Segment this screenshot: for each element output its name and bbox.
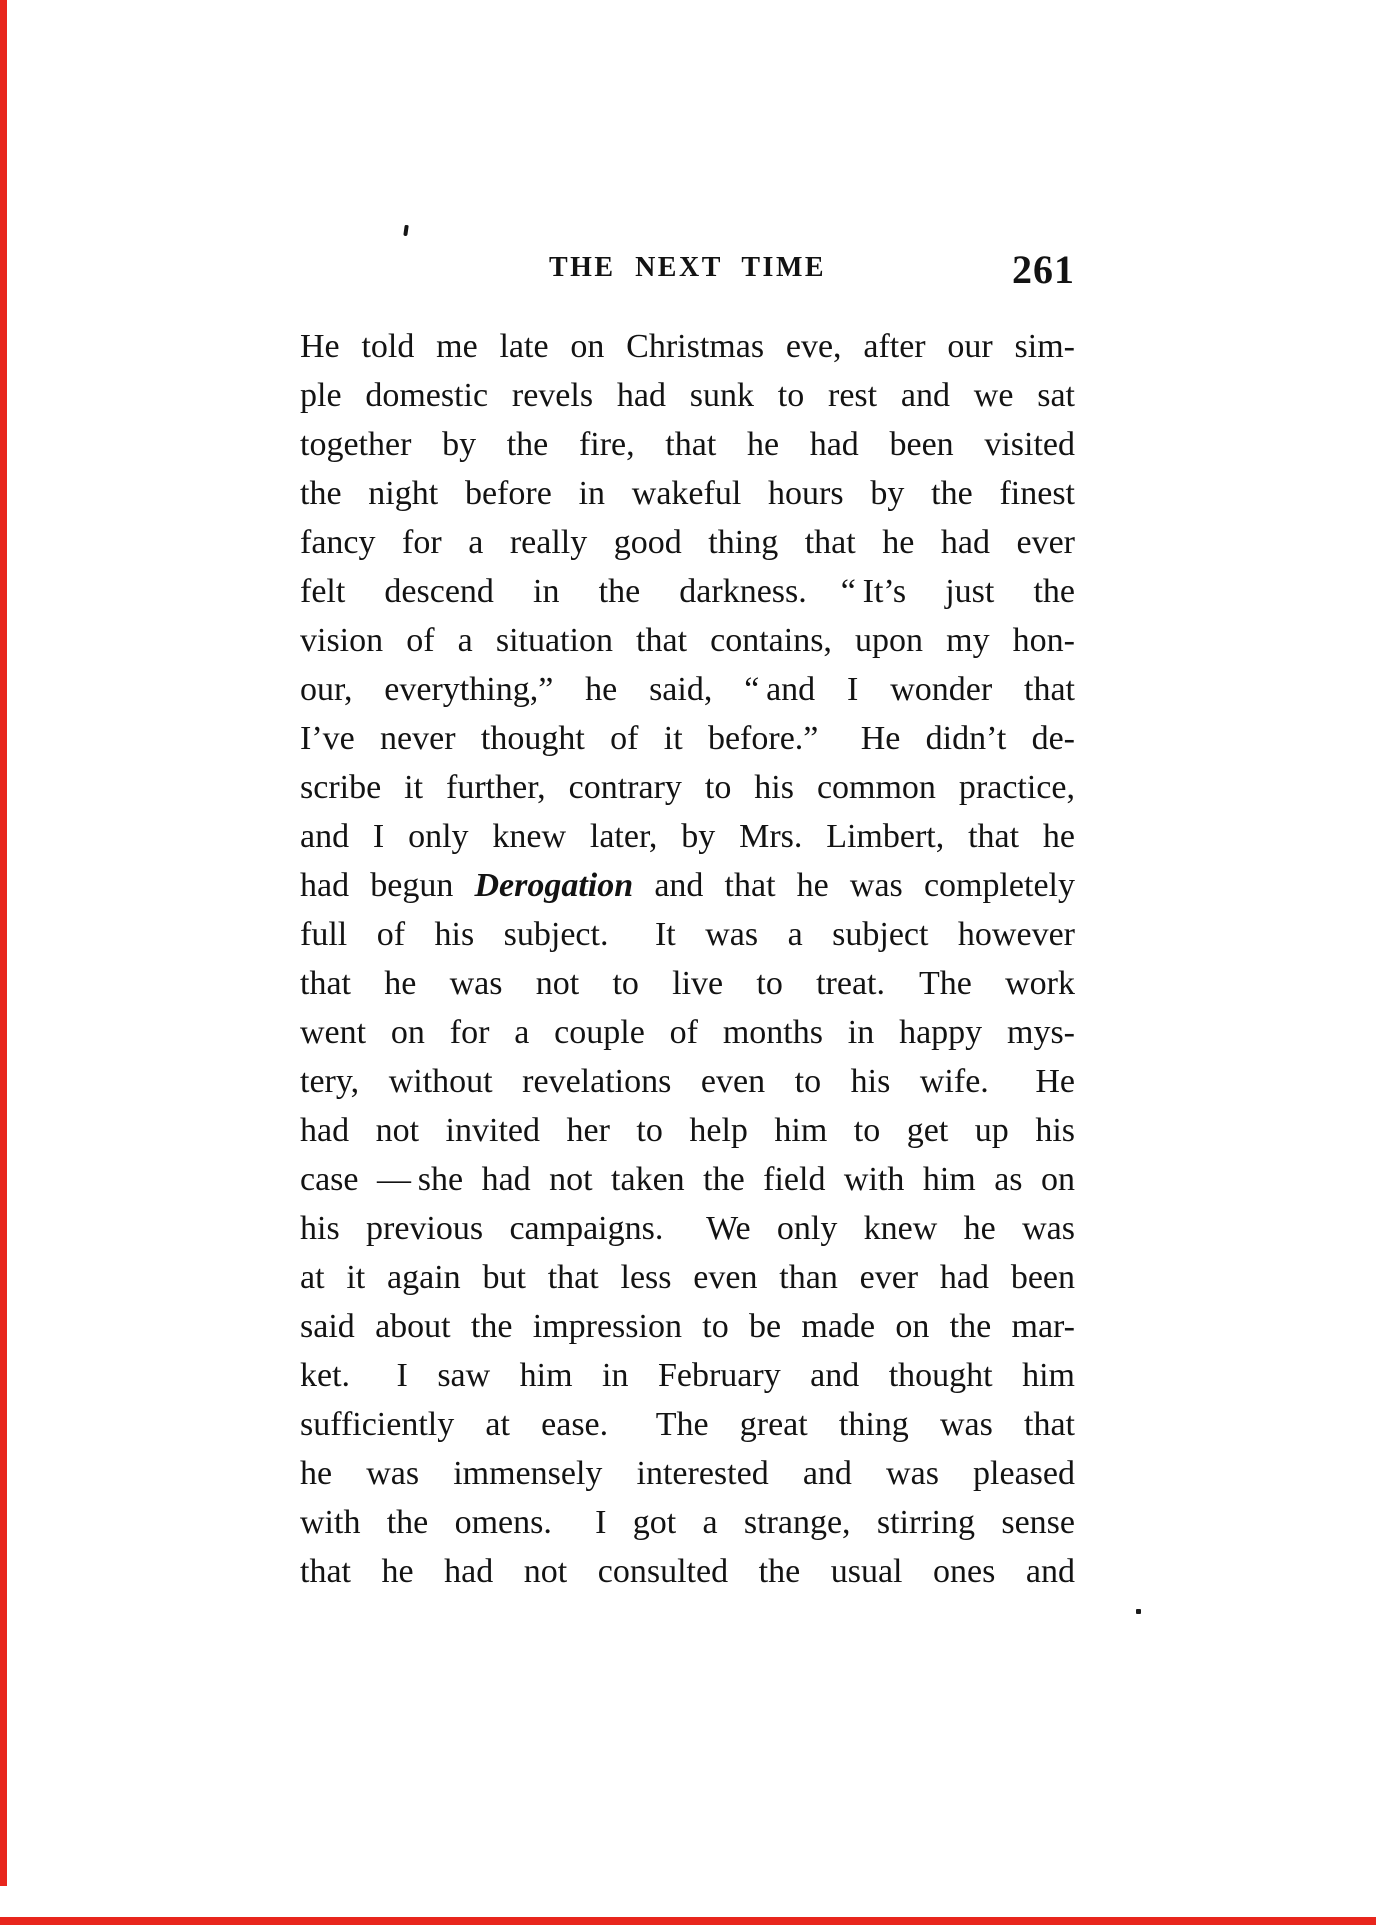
- left-edge-scan-artifact: [0, 0, 7, 1886]
- text-line: he was immensely interested and was pleased: [300, 1455, 1075, 1492]
- text-line: with the omens. I got a strange, stirring sense: [300, 1504, 1075, 1541]
- text-line: vision of a situation that contains, upon my hon-: [300, 622, 1075, 659]
- text-line: had begun Derogation and that he was completely: [300, 867, 1075, 904]
- scan-fleck-artifact: [403, 225, 408, 236]
- text-line: fancy for a really good thing that he had ever: [300, 524, 1075, 561]
- scan-dot-artifact: [1136, 1609, 1141, 1614]
- text-line: sufficiently at ease. The great thing was that: [300, 1406, 1075, 1443]
- body-text: [300, 322, 1075, 1596]
- text-line: the night before in wakeful hours by the finest: [300, 475, 1075, 512]
- running-header: THE NEXT TIME: [548, 252, 827, 283]
- bottom-edge-scan-artifact: [0, 1917, 1376, 1925]
- page-number: 261: [1012, 247, 1075, 292]
- text-line: tery, without revelations even to his wife. He: [300, 1063, 1075, 1100]
- text-line: his previous campaigns. We only knew he was: [300, 1210, 1075, 1247]
- text-line: our, everything,” he said, “ and I wonder that: [300, 671, 1075, 708]
- text-line: had not invited her to help him to get up his: [300, 1112, 1075, 1149]
- text-line: felt descend in the darkness. “ It’s just the: [300, 573, 1075, 610]
- text-line: and I only knew later, by Mrs. Limbert, that he: [300, 818, 1075, 855]
- text-line: at it again but that less even than ever had been: [300, 1259, 1075, 1296]
- text-line: I’ve never thought of it before.” He didn’t de-: [300, 720, 1075, 757]
- text-line: full of his subject. It was a subject however: [300, 916, 1075, 953]
- text-line: ket. I saw him in February and thought him: [300, 1357, 1075, 1394]
- text-line: He told me late on Christmas eve, after our sim-: [300, 328, 1075, 365]
- text-line: ple domestic revels had sunk to rest and we sat: [300, 377, 1075, 414]
- text-line: said about the impression to be made on the mar-: [300, 1308, 1075, 1345]
- italic-book-title: Derogation: [474, 867, 634, 904]
- text-line: that he had not consulted the usual ones and: [300, 1553, 1075, 1590]
- text-line: that he was not to live to treat. The work: [300, 965, 1075, 1002]
- text-line: together by the fire, that he had been visited: [300, 426, 1075, 463]
- text-line: went on for a couple of months in happy mys-: [300, 1014, 1075, 1051]
- text-line: case — she had not taken the field with him as on: [300, 1161, 1075, 1198]
- text-line: scribe it further, contrary to his common practice,: [300, 769, 1075, 806]
